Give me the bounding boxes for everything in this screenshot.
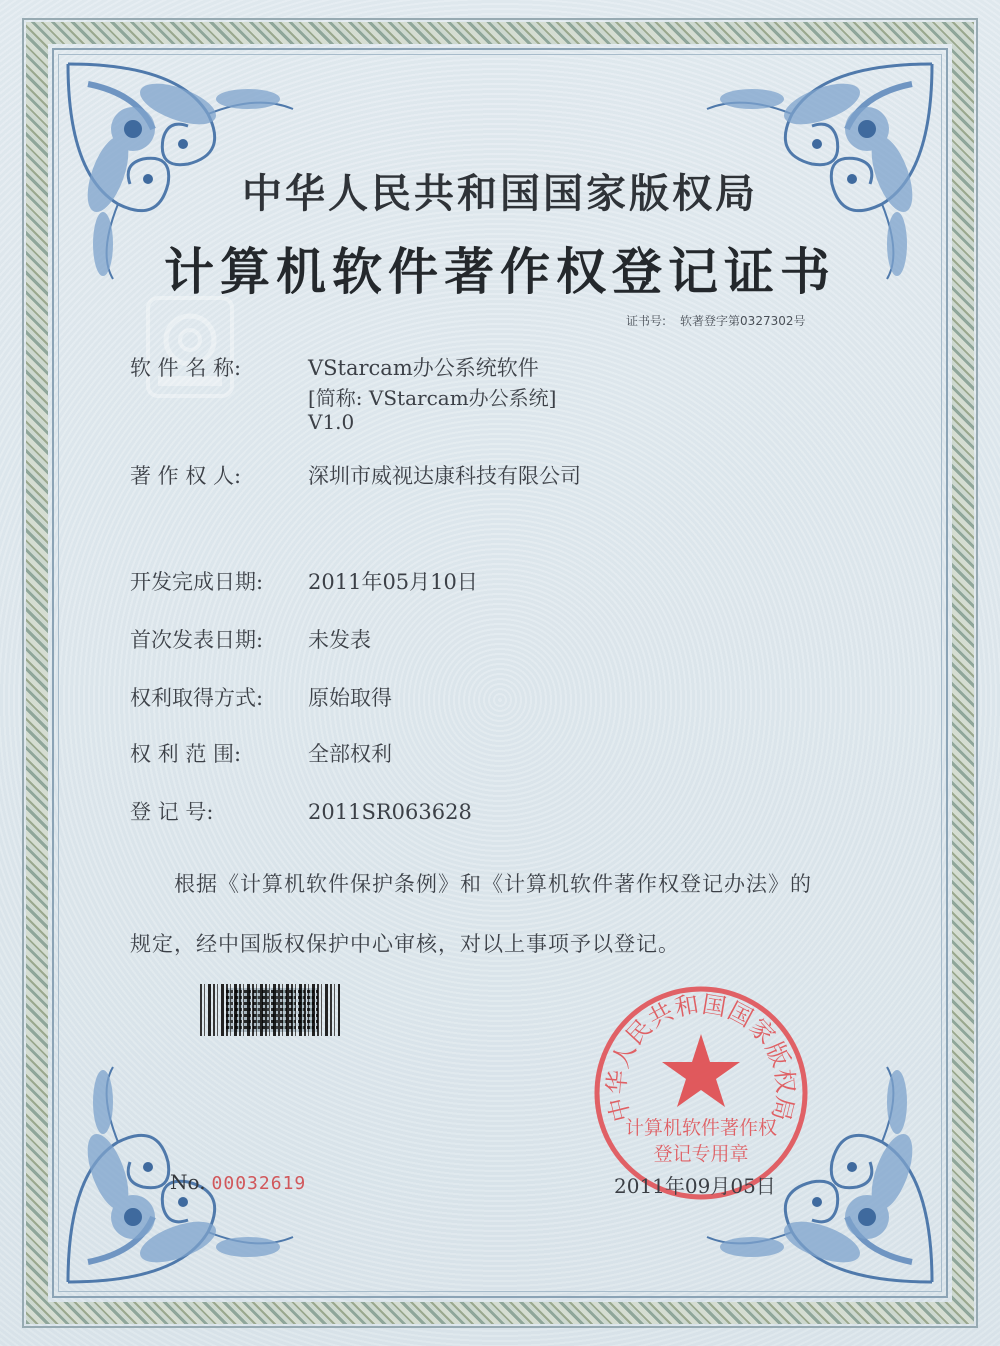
field-first-publish-date [130,624,371,654]
seal-center-line-2: 登记专用章 [653,1143,749,1165]
software-version: V1.0 [308,410,355,434]
statement-line-1: 根据《计算机软件保护条例》和《计算机软件著作权登记办法》的 [174,872,812,896]
field-value: 原始取得 [308,686,392,710]
field-copyright-owner [130,460,581,490]
field-value: VStarcam办公系统软件 [308,356,539,380]
serial-value: 00032619 [211,1173,307,1194]
barcode-icon [200,984,340,1036]
field-label: 权利取得方式: [130,686,264,710]
field-label: 软 件 名 称: [130,356,242,380]
issue-date: 2011年09月05日 [614,1174,776,1198]
field-value: 2011SR063628 [308,800,472,824]
serial-label: No. [170,1170,206,1194]
seal-center-line-1: 计算机软件著作权 [624,1117,778,1139]
field-value: 全部权利 [308,742,392,766]
certificate-title: 计算机软件著作权登记证书 [164,242,836,301]
field-label: 登 记 号: [130,800,214,824]
field-label: 著 作 权 人: [130,464,242,488]
seal-star-icon [662,1034,740,1107]
certificate-number [626,312,820,329]
certificate-number-value: 软著登字第0327302号 [680,314,806,328]
statement-line-2: 规定，经中国版权保护中心审核，对以上事项予以登记。 [130,932,680,956]
serial-number [170,1170,306,1194]
field-label: 权 利 范 围: [130,742,242,766]
field-label: 开发完成日期: [130,570,264,594]
software-short-name: [简称: VStarcam办公系统] [308,386,557,410]
field-software-name [130,352,539,382]
certificate-number-label: 证书号: [626,314,667,328]
field-registration-no [130,796,472,826]
field-value: 未发表 [308,628,371,652]
field-value: 2011年05月10日 [308,570,478,594]
field-acquisition-method [130,682,392,712]
field-rights-scope [130,738,392,768]
field-value: 深圳市威视达康科技有限公司 [308,464,581,488]
seal-ring-text: 中华人民共和国国家版权局 [602,990,800,1125]
embossed-emblem-icon [140,292,240,402]
issuer-title: 中华人民共和国国家版权局 [242,171,758,217]
field-label: 首次发表日期: [130,628,264,652]
field-completion-date [130,566,478,596]
